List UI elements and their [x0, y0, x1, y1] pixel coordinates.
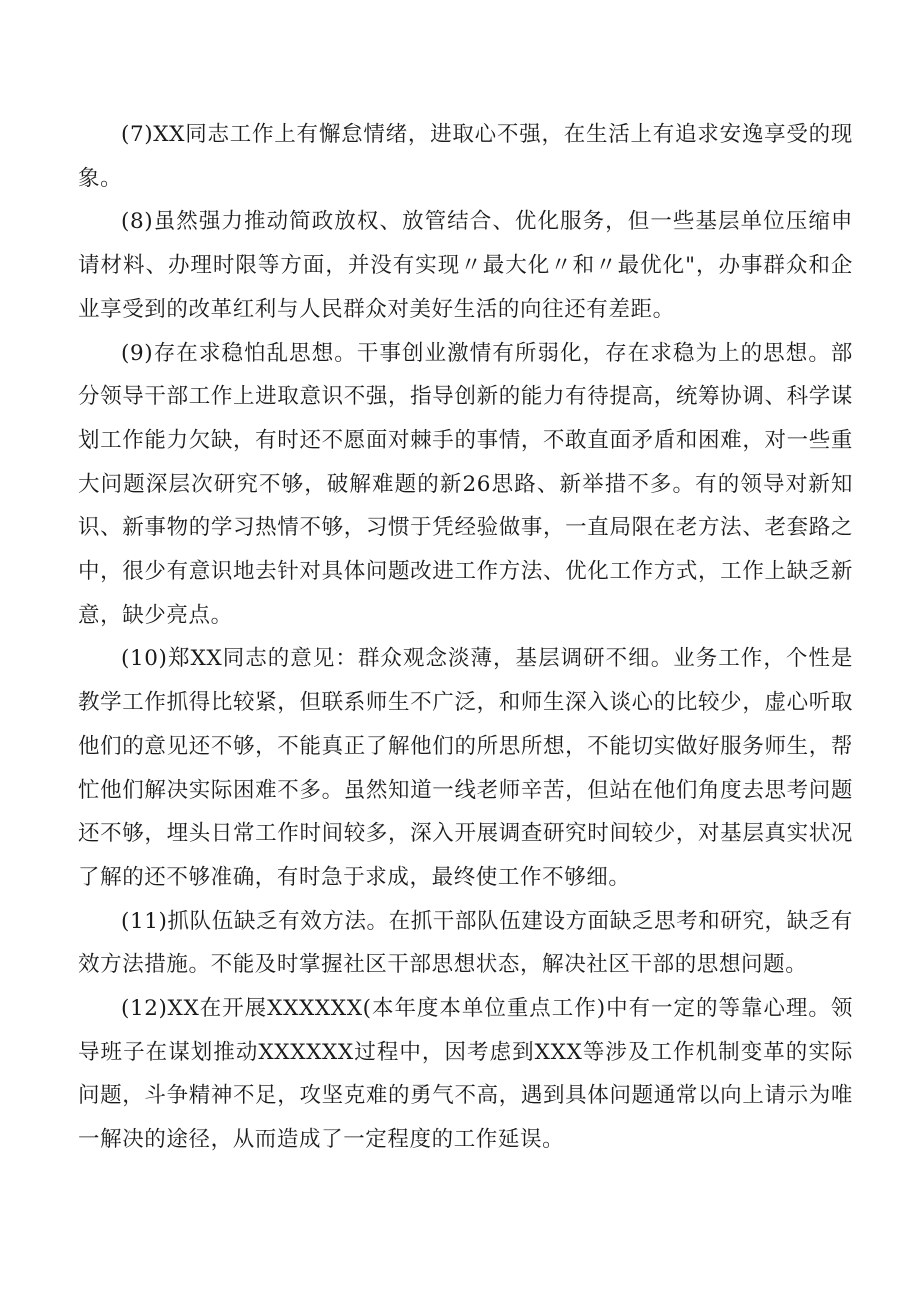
- paragraph-12: (12)XX在开展XXXXXX(本年度本单位重点工作)中有一定的等靠心理。领导班子在谋划推动XXXXXX过程中，因考虑到XXX等涉及工作机制变革的实际问题，斗争精神不足，攻坚克难的勇气不高，遇到具体问题通常以向上请示为唯一解决的途径，从而造成了一定程度的工作延误。: [78, 996, 853, 1153]
- paragraph-8: (8)虽然强力推动简政放权、放管结合、优化服务，但一些基层单位压缩申请材料、办理时限等方面，并没有实现〃最大化〃和〃最优化"，办事群众和企业享受到的改革红利与人民群众对美好生活的向往还有差距。: [78, 209, 853, 322]
- paragraph-10: (10)郑XX同志的意见：群众观念淡薄，基层调研不细。业务工作，个性是教学工作抓得比较紧，但联系师生不广泛，和师生深入谈心的比较少，虚心听取他们的意见还不够，不能真正了解他们的所思所想，不能切实做好服务师生，帮忙他们解决实际困难不多。虽然知道一线老师辛苦，但站在他们角度去思考问题还不够，埋头日常工作时间较多，深入开展调查研究时间较少，对基层真实状况了解的还不够准确，有时急于求成，最终使工作不够细。: [78, 646, 853, 890]
- document-body: [78, 113, 853, 1162]
- paragraph-9: (9)存在求稳怕乱思想。干事创业激情有所弱化，存在求稳为上的思想。部分领导干部工作上进取意识不强，指导创新的能力有待提高，统筹协调、科学谋划工作能力欠缺，有时还不愿面对棘手的事情，不敢直面矛盾和困难，对一些重大问题深层次研究不够，破解难题的新26思路、新举措不多。有的领导对新知识、新事物的学习热情不够，习惯于凭经验做事，一直局限在老方法、老套路之中，很少有意识地去针对具体问题改进工作方法、优化工作方式，工作上缺乏新意，缺少亮点。: [78, 340, 853, 628]
- paragraph-11: (11)抓队伍缺乏有效方法。在抓干部队伍建设方面缺乏思考和研究，缺乏有效方法措施。不能及时掌握社区干部思想状态，解决社区干部的思想问题。: [78, 908, 853, 978]
- paragraph-7: (7)XX同志工作上有懈怠情绪，进取心不强，在生活上有追求安逸享受的现象。: [78, 122, 853, 191]
